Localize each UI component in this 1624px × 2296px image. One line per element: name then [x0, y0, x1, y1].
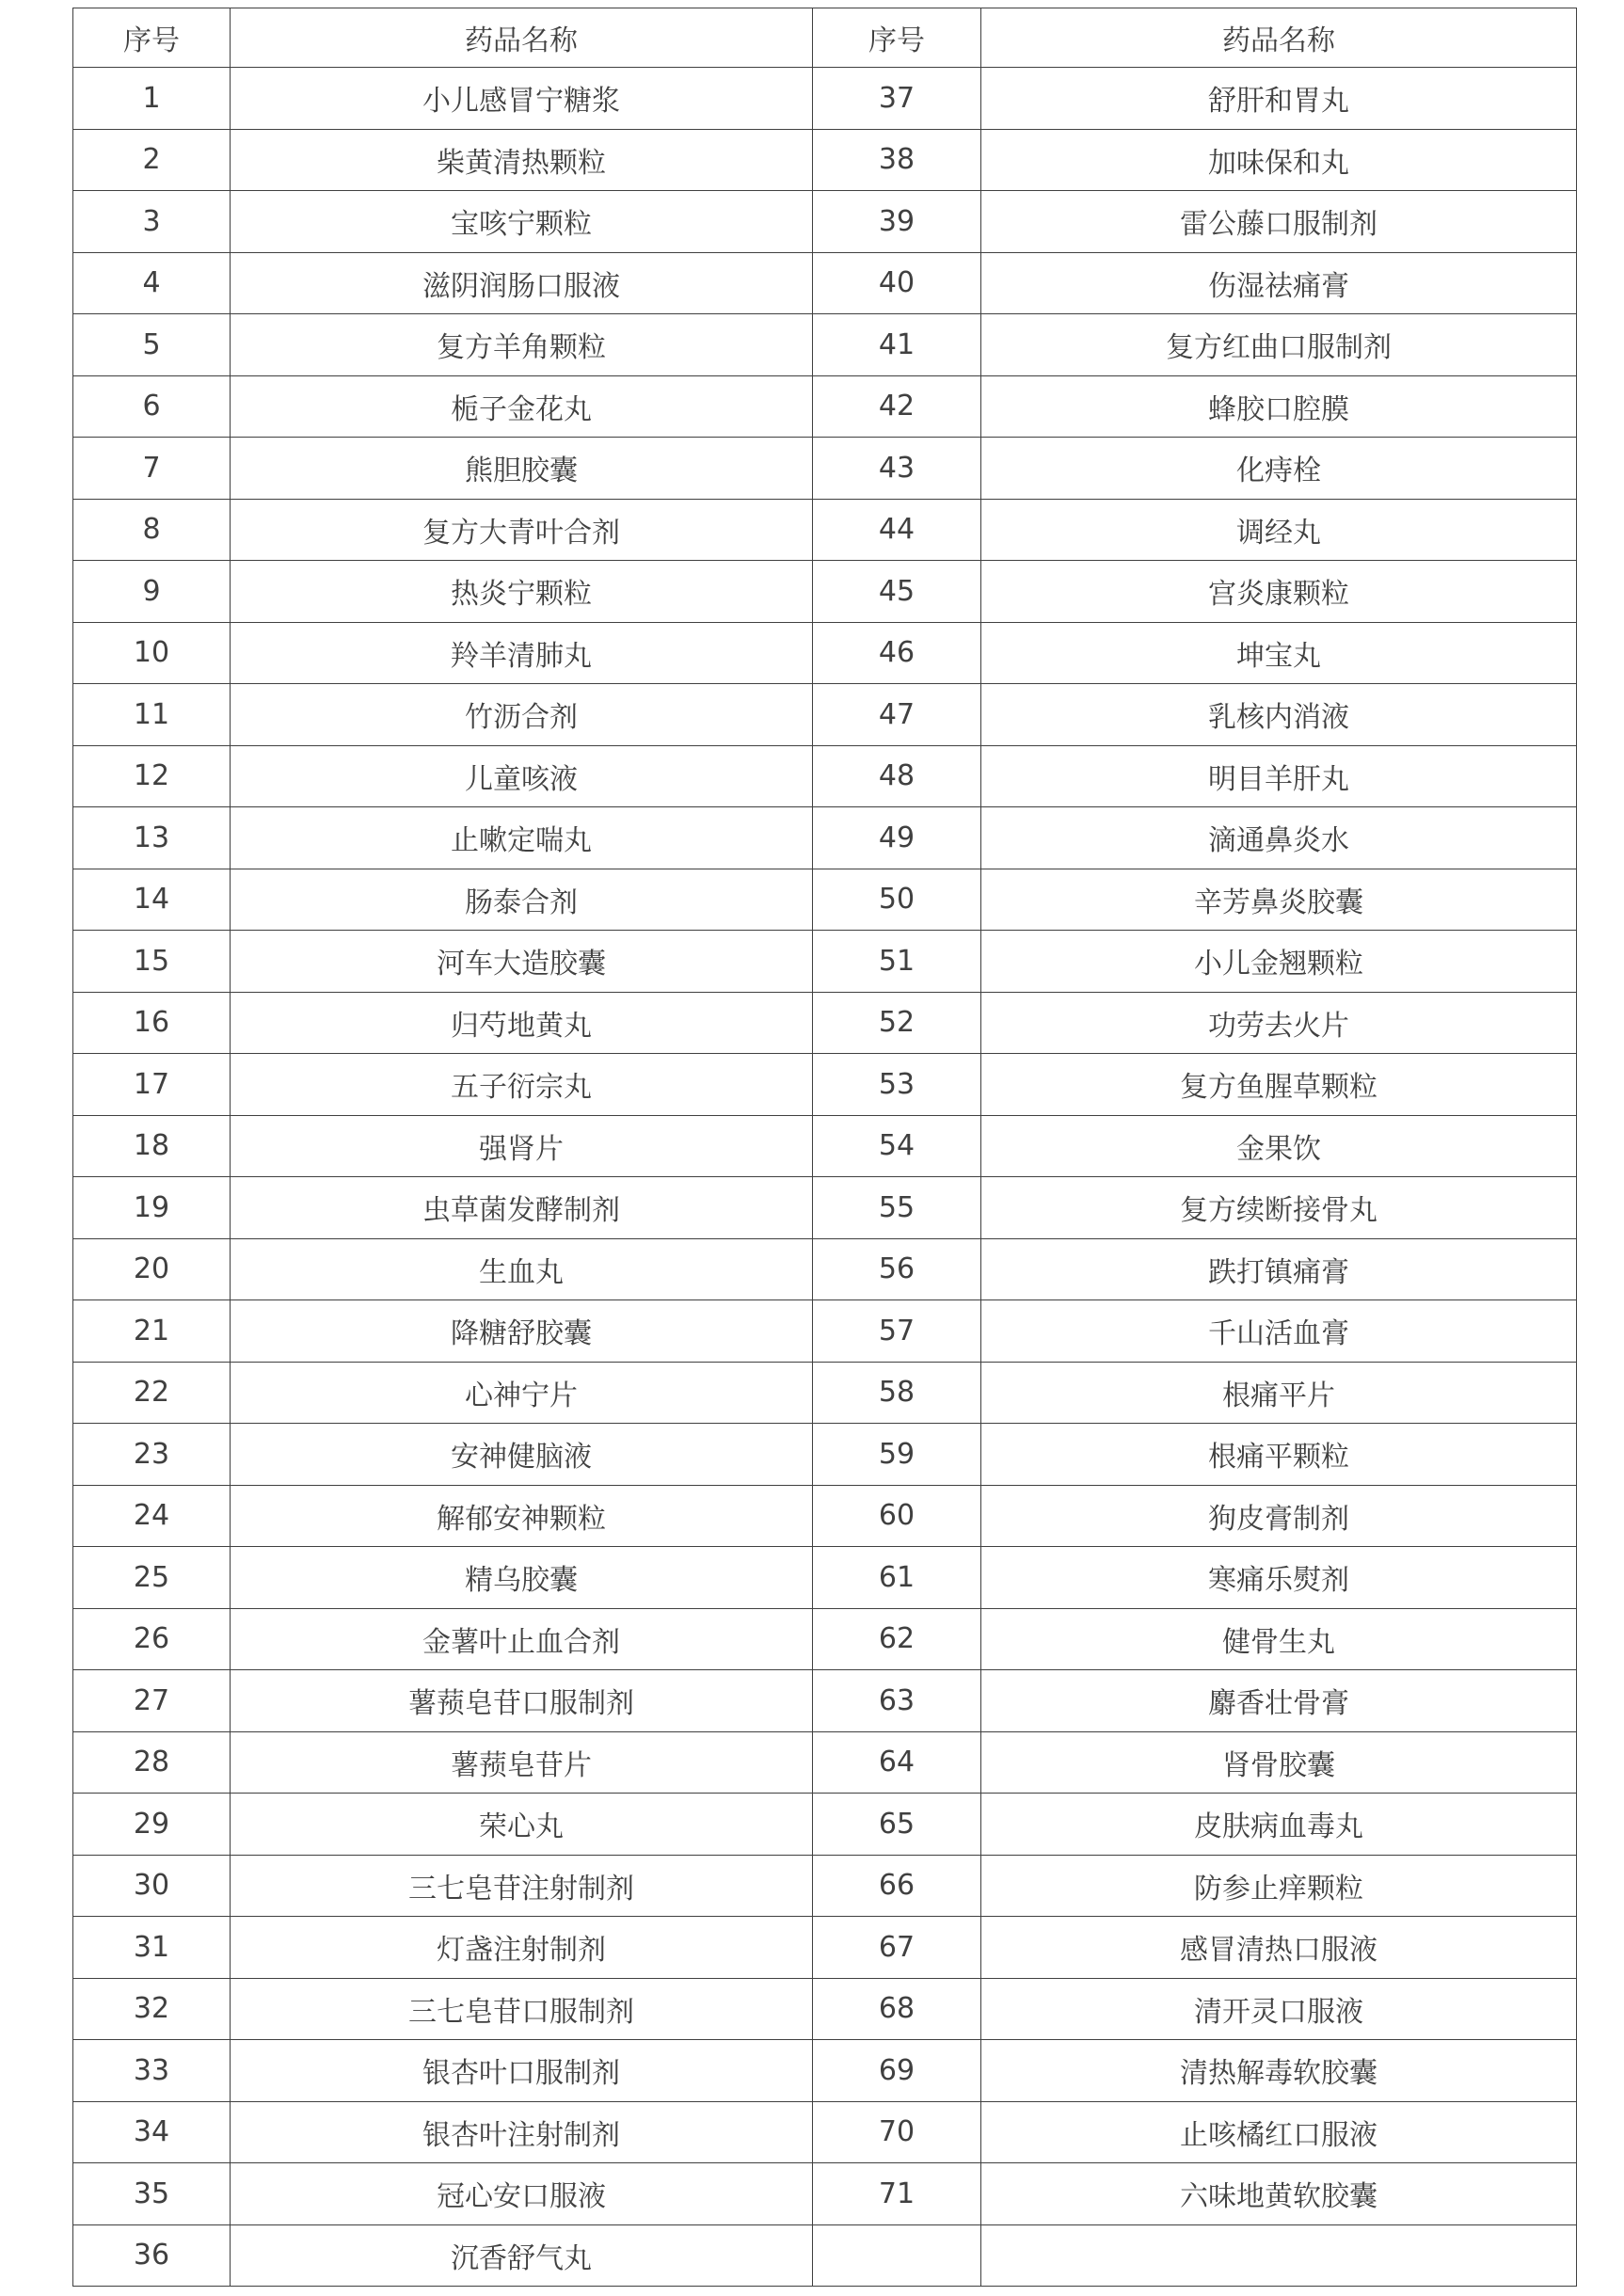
table-row	[73, 992, 1577, 1054]
index-left-cell: 13	[73, 807, 231, 869]
table-row	[73, 252, 1577, 314]
drug-name-right-cell: 明目羊肝丸	[981, 745, 1577, 807]
table-row	[73, 2224, 1577, 2287]
index-right-cell: 39	[813, 191, 981, 253]
drug-name-right-cell: 金果饮	[981, 1115, 1577, 1177]
table-row	[73, 1547, 1577, 1609]
table-row	[73, 931, 1577, 993]
index-right-cell: 64	[813, 1731, 981, 1794]
table-header	[73, 8, 1577, 68]
index-left-cell: 32	[73, 1978, 231, 2040]
table-row	[73, 438, 1577, 500]
index-right-cell: 60	[813, 1485, 981, 1547]
table-row	[73, 1054, 1577, 1116]
index-left-cell: 22	[73, 1362, 231, 1424]
drug-name-left-cell: 解郁安神颗粒	[231, 1485, 813, 1547]
index-left-cell: 34	[73, 2101, 231, 2163]
drug-name-right-cell: 复方续断接骨丸	[981, 1177, 1577, 1239]
index-right-cell: 67	[813, 1917, 981, 1979]
drug-name-right-cell: 千山活血膏	[981, 1300, 1577, 1363]
index-left-cell: 15	[73, 931, 231, 993]
table-row	[73, 1855, 1577, 1917]
table-row	[73, 622, 1577, 684]
table-row	[73, 314, 1577, 376]
drug-name-right-cell: 坤宝丸	[981, 622, 1577, 684]
index-left-cell: 6	[73, 375, 231, 438]
drug-name-right-cell: 清热解毒软胶囊	[981, 2040, 1577, 2102]
index-left-cell: 29	[73, 1794, 231, 1856]
index-right-cell: 69	[813, 2040, 981, 2102]
drug-name-right-cell: 小儿金翘颗粒	[981, 931, 1577, 993]
index-left-cell: 3	[73, 191, 231, 253]
index-left-cell: 10	[73, 622, 231, 684]
index-right-cell: 52	[813, 992, 981, 1054]
drug-name-right-cell: 雷公藤口服制剂	[981, 191, 1577, 253]
table-row	[73, 1608, 1577, 1670]
drug-name-right-cell: 肾骨胶囊	[981, 1731, 1577, 1794]
drug-name-right-cell: 根痛平片	[981, 1362, 1577, 1424]
table-row	[73, 191, 1577, 253]
table-row	[73, 1424, 1577, 1486]
index-right-cell: 54	[813, 1115, 981, 1177]
table-row	[73, 1978, 1577, 2040]
drug-name-left-cell: 沉香舒气丸	[231, 2224, 813, 2287]
drug-name-right-cell: 加味保和丸	[981, 129, 1577, 191]
index-right-cell: 59	[813, 1424, 981, 1486]
table-row	[73, 1300, 1577, 1363]
index-left-cell: 28	[73, 1731, 231, 1794]
index-left-cell: 27	[73, 1670, 231, 1732]
drug-name-right-cell: 麝香壮骨膏	[981, 1670, 1577, 1732]
index-left-cell: 1	[73, 68, 231, 130]
drug-name-right-cell: 化痔栓	[981, 438, 1577, 500]
drug-name-right-cell: 复方红曲口服制剂	[981, 314, 1577, 376]
drug-name-right-cell: 清开灵口服液	[981, 1978, 1577, 2040]
drug-name-left-cell: 竹沥合剂	[231, 684, 813, 746]
drug-name-right-cell: 乳核内消液	[981, 684, 1577, 746]
index-left-cell: 17	[73, 1054, 231, 1116]
drug-name-right-cell: 蜂胶口腔膜	[981, 375, 1577, 438]
index-left-cell: 25	[73, 1547, 231, 1609]
index-left-cell: 33	[73, 2040, 231, 2102]
table-row	[73, 684, 1577, 746]
table-row	[73, 1485, 1577, 1547]
table-row	[73, 1731, 1577, 1794]
drug-name-left-cell: 灯盏注射制剂	[231, 1917, 813, 1979]
drug-name-right-cell: 皮肤病血毒丸	[981, 1794, 1577, 1856]
drug-name-right-cell: 感冒清热口服液	[981, 1917, 1577, 1979]
drug-name-right-cell: 复方鱼腥草颗粒	[981, 1054, 1577, 1116]
drug-name-right-cell: 跌打镇痛膏	[981, 1238, 1577, 1300]
header-drug-name-left: 药品名称	[231, 8, 813, 68]
index-left-cell: 36	[73, 2224, 231, 2287]
index-left-cell: 14	[73, 869, 231, 931]
drug-name-left-cell: 三七皂苷口服制剂	[231, 1978, 813, 2040]
table-row	[73, 1670, 1577, 1732]
drug-name-left-cell: 归芍地黄丸	[231, 992, 813, 1054]
index-left-cell: 31	[73, 1917, 231, 1979]
index-left-cell: 2	[73, 129, 231, 191]
drug-name-left-cell: 复方羊角颗粒	[231, 314, 813, 376]
index-right-cell: 46	[813, 622, 981, 684]
index-left-cell: 18	[73, 1115, 231, 1177]
index-right-cell: 37	[813, 68, 981, 130]
drug-name-right-cell: 防参止痒颗粒	[981, 1855, 1577, 1917]
table-row	[73, 807, 1577, 869]
index-left-cell: 7	[73, 438, 231, 500]
drug-name-right-cell: 辛芳鼻炎胶囊	[981, 869, 1577, 931]
medicine-table-body	[73, 68, 1577, 2287]
drug-name-left-cell: 羚羊清肺丸	[231, 622, 813, 684]
index-left-cell: 9	[73, 561, 231, 623]
index-right-cell	[813, 2224, 981, 2287]
drug-name-left-cell: 金薯叶止血合剂	[231, 1608, 813, 1670]
drug-name-left-cell: 强肾片	[231, 1115, 813, 1177]
index-right-cell: 71	[813, 2163, 981, 2225]
index-right-cell: 49	[813, 807, 981, 869]
table-row	[73, 2101, 1577, 2163]
header-index-right: 序号	[813, 8, 981, 68]
drug-name-left-cell: 河车大造胶囊	[231, 931, 813, 993]
drug-name-left-cell: 宝咳宁颗粒	[231, 191, 813, 253]
table-row	[73, 1177, 1577, 1239]
drug-name-left-cell: 热炎宁颗粒	[231, 561, 813, 623]
drug-name-left-cell: 五子衍宗丸	[231, 1054, 813, 1116]
table-row	[73, 129, 1577, 191]
drug-name-right-cell: 狗皮膏制剂	[981, 1485, 1577, 1547]
index-left-cell: 12	[73, 745, 231, 807]
drug-name-left-cell: 肠泰合剂	[231, 869, 813, 931]
index-right-cell: 62	[813, 1608, 981, 1670]
drug-name-left-cell: 心神宁片	[231, 1362, 813, 1424]
index-right-cell: 45	[813, 561, 981, 623]
drug-name-left-cell: 止嗽定喘丸	[231, 807, 813, 869]
index-right-cell: 51	[813, 931, 981, 993]
drug-name-right-cell: 根痛平颗粒	[981, 1424, 1577, 1486]
index-left-cell: 35	[73, 2163, 231, 2225]
table-row	[73, 1362, 1577, 1424]
index-left-cell: 16	[73, 992, 231, 1054]
drug-name-right-cell: 六味地黄软胶囊	[981, 2163, 1577, 2225]
drug-name-left-cell: 银杏叶口服制剂	[231, 2040, 813, 2102]
drug-name-right-cell: 滴通鼻炎水	[981, 807, 1577, 869]
table-row	[73, 745, 1577, 807]
drug-name-right-cell: 功劳去火片	[981, 992, 1577, 1054]
index-right-cell: 63	[813, 1670, 981, 1732]
index-right-cell: 53	[813, 1054, 981, 1116]
header-index-left: 序号	[73, 8, 231, 68]
index-right-cell: 47	[813, 684, 981, 746]
index-right-cell: 61	[813, 1547, 981, 1609]
table-row	[73, 2163, 1577, 2225]
drug-name-right-cell: 寒痛乐熨剂	[981, 1547, 1577, 1609]
index-right-cell: 56	[813, 1238, 981, 1300]
table-row	[73, 2040, 1577, 2102]
drug-name-left-cell: 小儿感冒宁糖浆	[231, 68, 813, 130]
table-row	[73, 1238, 1577, 1300]
index-left-cell: 30	[73, 1855, 231, 1917]
drug-name-right-cell: 止咳橘红口服液	[981, 2101, 1577, 2163]
drug-name-left-cell: 儿童咳液	[231, 745, 813, 807]
index-right-cell: 65	[813, 1794, 981, 1856]
drug-name-right-cell: 健骨生丸	[981, 1608, 1577, 1670]
index-right-cell: 43	[813, 438, 981, 500]
table-row	[73, 1917, 1577, 1979]
drug-name-left-cell: 安神健脑液	[231, 1424, 813, 1486]
index-right-cell: 68	[813, 1978, 981, 2040]
drug-name-left-cell: 滋阴润肠口服液	[231, 252, 813, 314]
drug-name-right-cell: 舒肝和胃丸	[981, 68, 1577, 130]
index-right-cell: 50	[813, 869, 981, 931]
table-row	[73, 1115, 1577, 1177]
header-row	[73, 8, 1577, 68]
table-row	[73, 68, 1577, 130]
drug-name-left-cell: 薯蓣皂苷口服制剂	[231, 1670, 813, 1732]
drug-name-right-cell: 调经丸	[981, 499, 1577, 561]
index-left-cell: 4	[73, 252, 231, 314]
drug-name-left-cell: 生血丸	[231, 1238, 813, 1300]
drug-name-left-cell: 荣心丸	[231, 1794, 813, 1856]
index-right-cell: 48	[813, 745, 981, 807]
index-left-cell: 26	[73, 1608, 231, 1670]
index-right-cell: 70	[813, 2101, 981, 2163]
medicine-list-table	[72, 8, 1577, 2287]
drug-name-left-cell: 薯蓣皂苷片	[231, 1731, 813, 1794]
drug-name-left-cell: 虫草菌发酵制剂	[231, 1177, 813, 1239]
drug-name-left-cell: 栀子金花丸	[231, 375, 813, 438]
drug-name-left-cell: 熊胆胶囊	[231, 438, 813, 500]
index-left-cell: 21	[73, 1300, 231, 1363]
index-left-cell: 20	[73, 1238, 231, 1300]
drug-name-right-cell: 宫炎康颗粒	[981, 561, 1577, 623]
index-right-cell: 40	[813, 252, 981, 314]
drug-name-right-cell	[981, 2224, 1577, 2287]
drug-name-left-cell: 精乌胶囊	[231, 1547, 813, 1609]
table-row	[73, 375, 1577, 438]
drug-name-left-cell: 冠心安口服液	[231, 2163, 813, 2225]
index-right-cell: 42	[813, 375, 981, 438]
drug-name-left-cell: 复方大青叶合剂	[231, 499, 813, 561]
index-left-cell: 11	[73, 684, 231, 746]
index-left-cell: 23	[73, 1424, 231, 1486]
drug-name-left-cell: 柴黄清热颗粒	[231, 129, 813, 191]
index-right-cell: 66	[813, 1855, 981, 1917]
index-left-cell: 8	[73, 499, 231, 561]
index-left-cell: 5	[73, 314, 231, 376]
drug-name-left-cell: 降糖舒胶囊	[231, 1300, 813, 1363]
index-left-cell: 19	[73, 1177, 231, 1239]
table-row	[73, 499, 1577, 561]
index-right-cell: 38	[813, 129, 981, 191]
index-right-cell: 55	[813, 1177, 981, 1239]
index-right-cell: 41	[813, 314, 981, 376]
table-row	[73, 869, 1577, 931]
drug-name-left-cell: 三七皂苷注射制剂	[231, 1855, 813, 1917]
index-right-cell: 58	[813, 1362, 981, 1424]
index-left-cell: 24	[73, 1485, 231, 1547]
drug-name-right-cell: 伤湿祛痛膏	[981, 252, 1577, 314]
drug-name-left-cell: 银杏叶注射制剂	[231, 2101, 813, 2163]
index-right-cell: 44	[813, 499, 981, 561]
table-row	[73, 1794, 1577, 1856]
table-row	[73, 561, 1577, 623]
index-right-cell: 57	[813, 1300, 981, 1363]
header-drug-name-right: 药品名称	[981, 8, 1577, 68]
